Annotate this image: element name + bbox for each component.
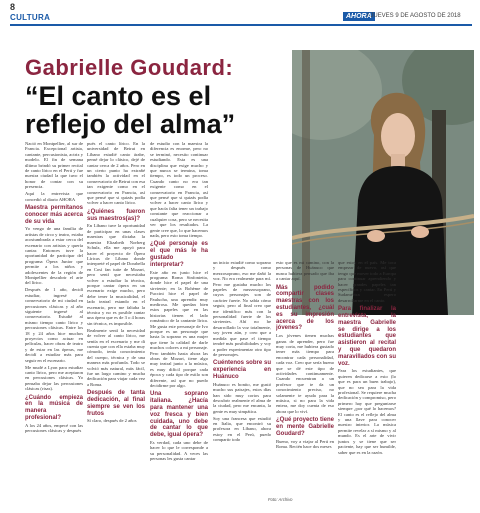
question-heading: Para finalizar la entrevista, la maestra Gabrielle se dirige a los estudiantes que asistieron al recital y que quedaron maravillados con su voz. bbox=[338, 306, 396, 367]
headline-name: Gabrielle Goudard: bbox=[25, 55, 234, 80]
paragraph: de estudio con la maestra la diferencia es enorme, pero no se terminó, necesito continuar estudiando. Esta es una disciplina que exige mucho y que nunca se termina, toma tiempo, es todo un proceso. Cuando canto no era tan exigente como en el conservatorio en Francia, así que pensé que si quizás podía volver a hacer canto lírico y que hacía falta tener un trabajo constante que reaccionar a cualquier cosa, pero se necesita ver que los resultados. La gente cree que, lo que hacemos nada, pero esto toma tiempo. bbox=[150, 141, 208, 238]
paragraph: Huánuco es bonito, me gustó mucho sus paisajes, estos días han sido muy cortos para descubrir realmente el alma de la ciudad, pero me encanta, la gente es muy simpática. bbox=[213, 381, 271, 414]
page-number: 8 bbox=[10, 2, 16, 12]
header-rule bbox=[10, 24, 472, 26]
photo-credit: Foto: Archivo bbox=[268, 497, 293, 502]
question-heading: ¿Qué proyecto tiene en mente Gabrielle Goudard? bbox=[276, 417, 334, 437]
paragraph: Aquí la entrevista que concedió al diario AHORA bbox=[25, 191, 83, 202]
question-heading: Después de tanta dedicación, al final siempre se ven los frutos bbox=[87, 390, 145, 417]
question-heading: Más podido compartir clases maestras con los estudiantes, ¿cuál es su impresión acerca de los jóvenes? bbox=[276, 284, 334, 332]
paragraph: esto que es mi camino, con la personas de Huánuco que nunca hubiera pensado que iba a cantar aquí. bbox=[276, 260, 334, 282]
issue-date: / JUEVES 9 DE AGOSTO DE 2018 bbox=[367, 13, 461, 19]
paragraph: Este año en junio hice el programa Roma Sinfonietta, donde hice el papel de una sirviente; en la Bohème de Puccini hice el papel de Paulucha, una aprendiz muy medirosa. Me quedan bien estos papeles que en las historias tienen el lado romántico de la cantante lírica. Me gusta este personaje de Ivo porque es un personaje que hasta la soprano es una mujer que tiene la calidad de darle muchos colores a mi personaje. Pero también hasta ahora las obras de Mozart, tiene algo muy teatral junto a la música, es muy difícil porque cada época y cada tipo de estilo son diferente, así que no puedo decidirme por algo. bbox=[150, 269, 208, 389]
paragraph: Bueno, voy a viajar al Perú en Roma. Recién hace dos meses bbox=[276, 438, 334, 450]
question-heading: Cuéntenos sobre su experiencia en Huánuco bbox=[213, 360, 271, 380]
paragraph: Es verdad, cada uno debe de hacer lo que le corresponde a su personalidad. A veces las personas les gusta cantar bbox=[150, 440, 208, 462]
paragraph: pués el canto lírico. En la universidad de Beirut en Líbano estudié canto árabe, pensé dejar lo clásico, dejé de cantar cerca de 2 años. Pero en un cierto punto ha extrañé también la actividad en el conservatorio de Beirut con esa tan exigente como en el conservatorio en Francia, así que pensé que si quizás podía volver a hacer canto lírico. bbox=[87, 141, 145, 206]
paragraph: Yo vengo de una familia de artistas de circo y teatro, estaba acostumbrada a estar cerca del escenario con artistas y quería cantar. Entonces tuve la oportunidad de participar del programa Ópera Junior que permite a los niños y adolescentes de la región de Montpellier descubrir el arte del lírico. bbox=[25, 226, 83, 286]
section-label: CULTURA bbox=[10, 13, 51, 22]
article-column-6 bbox=[338, 260, 396, 495]
question-heading: ¿Qué personaje es el que más le ha gustado interpretar? bbox=[150, 241, 208, 268]
article-column-4 bbox=[213, 260, 271, 495]
paragraph: un inicio estudié como soprano y después como mezzosoprano, eso me dañó la voz. No era realmente para mí. Pero me gustaba mucho los papeles de mezzosoprano, cuyos personajes son de carácter fuerte. No sabía cómo seguir, pero al final creo que me identifico más con la personalidad fuerte de los sirvientes. Ahí no he desarrollado la voz totalmente, soy joven aún, y creo que a medida que pase el tiempo tendré más posibilidades y voy a poder experimentar otro tipo de personajes. bbox=[213, 260, 271, 357]
article-column-5 bbox=[276, 260, 334, 495]
question-heading: Una soprano italiana. ¿Hacía para mantener una voz fresca y bien cuidada, uno debe de cantar lo que debe, igual ópera? bbox=[150, 391, 208, 439]
paragraph: A los 24 años, empecé con las percusiones clásicas y después bbox=[25, 422, 83, 434]
paragraph: En Líbano tuve la oportunidad de participar en unas clases maestras que dictaba la maestra Elizabeth Norberg Schulz, ella me apoyó para hacer el proyecto de Ópera Líricas de Líbano donde interpreté el papel de Dorabella en Così fan tutte de Mozart, pero sentí que necesitaba volver a estudiar la técnica, porque cantar ópera en un escenario exige mucho, pero debe tener la musicalidad, el lado teatral estando en el escenario, pero me faltaba la técnica y no es posible cantar una ópera que es de 3 o 4 horas sin técnica, es imposible. bbox=[87, 223, 145, 326]
question-heading: ¿Quiénes fueron sus maestros(as)? bbox=[87, 208, 145, 222]
page-header bbox=[10, 2, 472, 32]
paragraph: Me mudé a Lyon para estudiar canto lírico, pero me aceptaron en percusiones clásicas. Yo pensaba dejar las percusiones clásicas (risas). bbox=[25, 364, 83, 392]
paragraph: Los jóvenes tienen muchas ganas de aprender, pero fue muy corta, me hubiera gustado tener más tiempo para encontrar cada personalidad, cada voz. Creo que sería bueno que se dé este tipo de actividades continuamente. Cuando encuentran a un profesor que te da un conocimiento preciso, no solamente te ayuda para la música, si no para la vida entera, me doy cuenta de eso ahora que lo viví. bbox=[276, 333, 334, 414]
paragraph: Soy una francesa que estudió en Italia, que encontró su profesora en Líbano, ahora estoy en el Perú, puedo compartir todo bbox=[213, 415, 271, 443]
newspaper-logo: AHORA bbox=[343, 12, 375, 21]
article-column-3 bbox=[150, 141, 208, 495]
paragraph: Después de 1 año, decidí estudiar, ingresé al conservatorio de mi ciudad en percusiones clásicas y al año siguiente ingresé al conservatorio. Estudié al mismo tiempo canto lírico y percusiones clásicas. Entre los 18 y 24 años hice muchos proyectos como actuar en películas, hacer obras de teatro y de estar en las óperas, me decidí a estudiar más para seguir en el escenario. bbox=[25, 287, 83, 363]
paragraph: Nació en Montpellier, al sur de Francia. Excepcional artista, cantante, percusionista, actriz y modelo. El fin de semana último brindó su primer recital de canto lírico en el Perú y fue nuestra ciudad la que tuvo el honor de contar con su presencia. bbox=[25, 141, 83, 190]
paragraph: Para los estudiantes, que quieren dedicarse a esto (lo que es para un buen trabajo), que no sea para la vida profesional. Se requiere mucha dedicación y compromiso, pero primero hay que preguntarse siempre ¿por qué lo hacemos? El canto es el reflejo del alma y una llave para conocer nuestro interior. La música permite revelar a sí mismo y al mundo. Es el arte de vivir juntos y se tiene que ser paciente, hay que ser humilde, saber que es en la razón. bbox=[338, 368, 396, 455]
question-heading: ¿Cuándo empieza en la música de manera profesional? bbox=[25, 394, 83, 421]
paragraph: Sí claro, después de 2 años bbox=[87, 418, 137, 424]
article-column-2 bbox=[87, 141, 145, 495]
headline bbox=[25, 56, 287, 138]
paragraph: Realmente sentí la necesidad de volver al canto lírico, me sentía en el escenario y me di cuenta que con ella estaba muy cómodo, tenía conocimiento del cuerpo, técnica y de una manera más profunda. Todo se volvió más natural, más fácil, fue un largo camino y mucha dedicación para viajar cada vez a Roma. bbox=[87, 327, 145, 387]
headline-quote: “El canto es el reflejo del alma” bbox=[25, 81, 236, 139]
article-column-1 bbox=[25, 141, 83, 495]
question-heading: Maestra permítanos conocer más acerca de su vida bbox=[25, 204, 83, 225]
paragraph: que estoy en el país. Me toca empezar de nuevo, así que tengo que mover todo a Europa para continuar aprendiendo y hacer grandes papeles tan específicos y cantar. En Perú y Sudamérica espero desarrollarme en el canto. bbox=[338, 260, 396, 303]
